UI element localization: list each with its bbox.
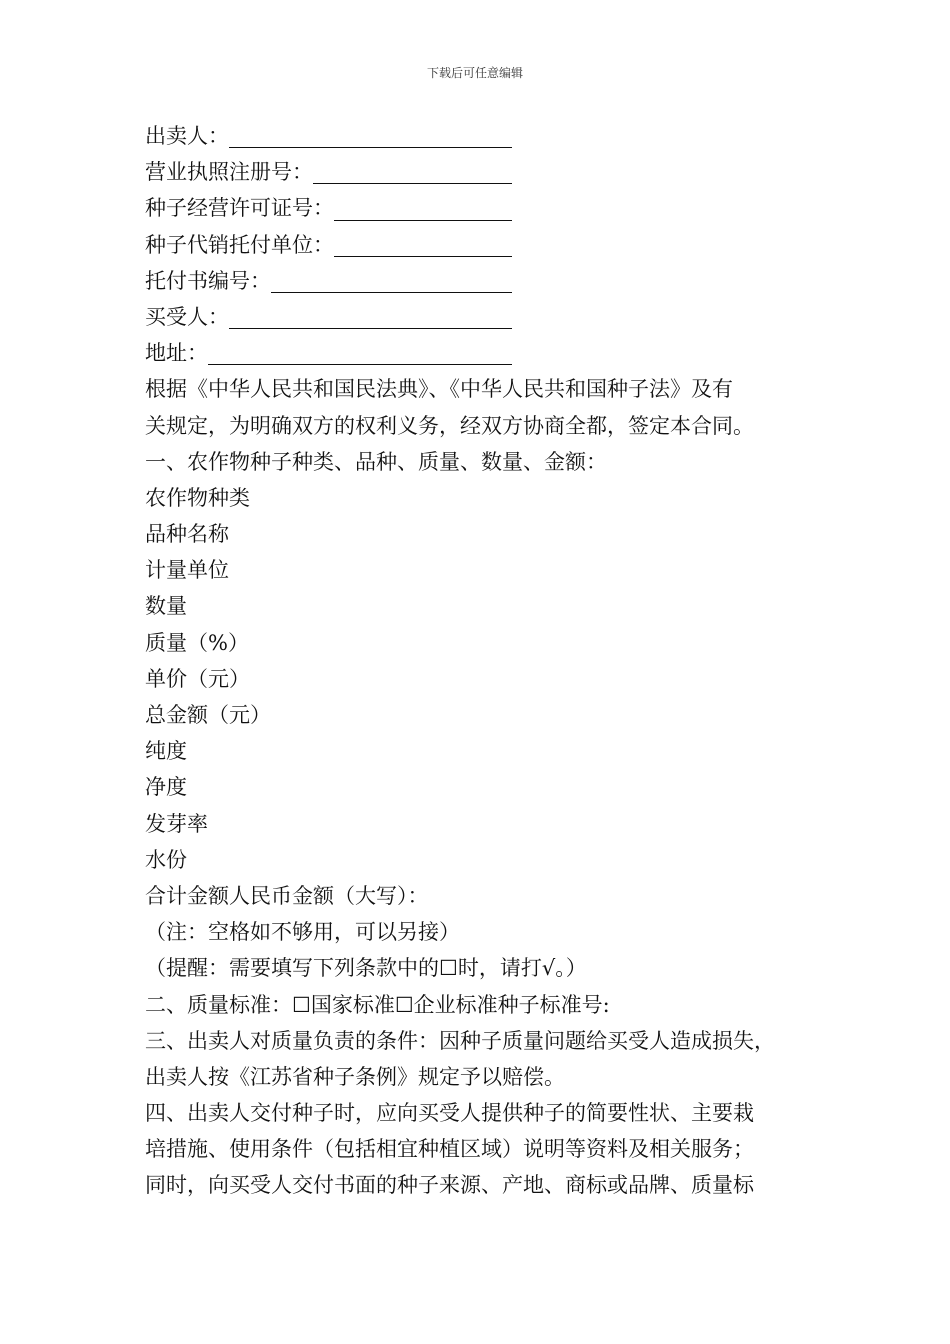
section-heading: 一、农作物种子种类、品种、质量、数量、金额：: [145, 449, 607, 474]
buyer-label: 买受人：: [145, 304, 229, 329]
paragraph-line: 出卖人按《江苏省种子条例》规定予以赔偿。: [145, 1064, 565, 1089]
item-label: 计量单位: [145, 558, 229, 583]
consignment-unit-label: 种子代销托付单位：: [145, 232, 334, 257]
paragraph-line: 同时，向买受人交付书面的种子来源、产地、商标或品牌、质量标: [145, 1173, 754, 1198]
item-label: 农作物种类: [145, 485, 250, 510]
total-amount-label: 合计金额人民币金额（大写）：: [145, 883, 429, 908]
seed-permit-blank[interactable]: [334, 194, 512, 221]
section-heading: 二、质量标准：☐国家标准☐企业标准种子标准号:: [145, 992, 610, 1017]
address-label: 地址：: [145, 341, 208, 366]
section-heading: 四、出卖人交付种子时，应向买受人提供种子的简要性状、主要栽: [145, 1101, 754, 1126]
section-heading: 三、出卖人对质量负责的条件：因种子质量问题给买受人造成损失，: [145, 1028, 775, 1053]
seller-field: [145, 118, 512, 154]
license-number-blank[interactable]: [313, 157, 512, 184]
consignment-unit-field: [145, 227, 512, 263]
address-field: [145, 335, 512, 371]
license-number-field: [145, 154, 512, 190]
consignment-number-field: [145, 263, 512, 299]
buyer-blank[interactable]: [229, 302, 512, 329]
consignment-unit-blank[interactable]: [334, 230, 512, 257]
address-blank[interactable]: [208, 338, 512, 365]
seed-permit-label: 种子经营许可证号：: [145, 196, 334, 221]
item-label: 水份: [145, 847, 187, 872]
seller-label: 出卖人：: [145, 123, 229, 148]
license-number-label: 营业执照注册号：: [145, 160, 313, 185]
page-header-note: 下载后可任意编辑: [426, 66, 523, 80]
item-label: 品种名称: [145, 522, 229, 547]
item-label: 单价（元）: [145, 666, 250, 691]
consignment-number-label: 托付书编号：: [145, 268, 271, 293]
contract-body: [145, 118, 825, 1204]
item-label: 质量（%）: [145, 630, 249, 655]
paragraph-line: 培措施、使用条件（包括相宜种植区域）说明等资料及相关服务；: [145, 1137, 754, 1162]
consignment-number-blank[interactable]: [271, 266, 512, 293]
item-label: 净度: [145, 775, 187, 800]
paragraph-line: 根据《中华人民共和国民法典》、《中华人民共和国种子法》及有: [145, 377, 733, 402]
note-line: （注：空格如不够用，可以另接）: [145, 920, 460, 945]
reminder-line: （提醒：需要填写下列条款中的☐时，请打√。）: [145, 956, 587, 981]
seed-permit-field: [145, 190, 512, 226]
item-label: 发芽率: [145, 811, 208, 836]
item-label: 数量: [145, 594, 187, 619]
buyer-field: [145, 299, 512, 335]
paragraph-line: 关规定，为明确双方的权利义务，经双方协商全都，签定本合同。: [145, 413, 754, 438]
seller-blank[interactable]: [229, 121, 512, 148]
item-label: 总金额（元）: [145, 703, 271, 727]
item-label: 纯度: [145, 739, 187, 764]
